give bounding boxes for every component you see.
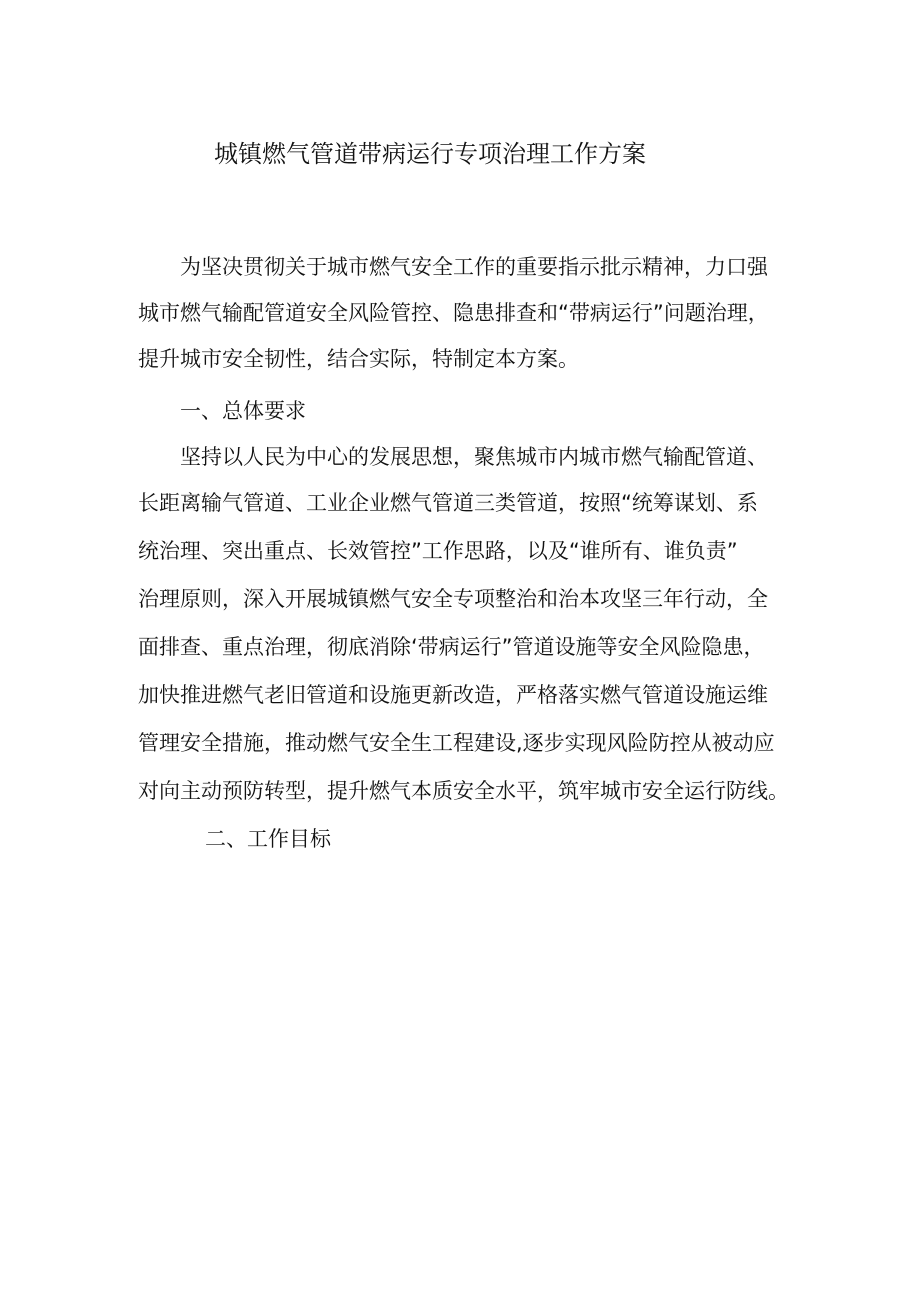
document-title: 城镇燃气管道带病运行专项治理工作方案 [214,140,646,168]
section-1-line-4: 治理原则，深入开展城镇燃气安全专项整治和治本攻坚三年行动，全 [138,587,768,611]
section-1-line-5: 面排查、重点治理，彻底消除‘带病运行”管道设施等安全风险隐患， [138,635,765,659]
intro-line-1: 为坚决贯彻关于城市燃气安全工作的重要指示批示精神，力口强 [180,255,768,279]
section-1-line-8: 对向主动预防转型，提升燃气本质安全水平，筑牢城市安全运行防线。 [138,779,789,803]
section-1-line-2: 长距离输气管道、工业企业燃气管道三类管道，按照“统筹谋划、系 [138,491,758,515]
section-1-line-6: 加快推进燃气老旧管道和设施更新改造，严格落实燃气管道设施运维 [138,683,768,707]
section-1-line-3: 统治理、突出重点、长效管控”工作思路，以及“谁所有、谁负责” [138,539,738,563]
intro-line-3: 提升城市安全韧性，结合实际，特制定本方案。 [138,347,579,371]
section-1-heading: 一、总体要求 [180,399,306,423]
section-2-heading: 二、工作目标 [205,827,331,851]
section-1-line-1: 坚持以人民为中心的发展思想，聚焦城市内城市燃气输配管道、 [180,445,768,469]
intro-line-2: 城市燃气输配管道安全风险管控、隐患排查和“带病运行”问题治理， [138,301,769,325]
section-1-line-7: 管理安全措施，推动燃气安全生工程建设,逐步实现风险防控从被动应 [138,731,775,755]
